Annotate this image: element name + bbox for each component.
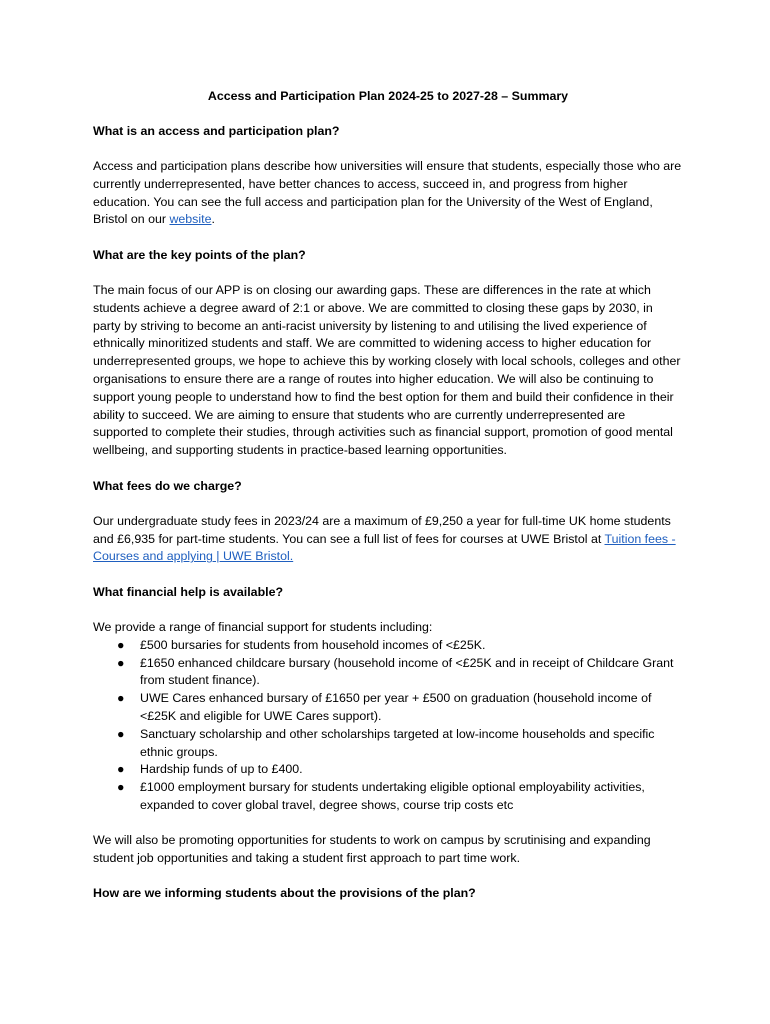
section-heading-what-is: What is an access and participation plan? <box>93 123 340 138</box>
list-item-text: £500 bursaries for students from household incomes of <£25K. <box>140 637 486 652</box>
section-heading-key-points: What are the key points of the plan? <box>93 247 306 262</box>
list-item <box>117 761 683 779</box>
document-title: Access and Participation Plan 2024-25 to 2027-28 – Summary <box>207 89 569 103</box>
bullet-icon: ● <box>117 780 125 795</box>
bullet-icon: ● <box>117 637 125 652</box>
what-is-text-end: . <box>211 212 215 227</box>
list-item <box>117 779 683 815</box>
fees-text: Our undergraduate study fees in 2023/24 are a maximum of £9,250 a year for full-time UK home students and £6,935 for part-time students. You can see a full list of fees for courses at UWE Bristol at <box>93 513 671 546</box>
list-item-text: £1000 employment bursary for students undertaking eligible optional employability activities, expanded to cover global travel, degree shows, course trip costs etc <box>140 780 645 812</box>
section-heading-financial-help: What financial help is available? <box>93 584 284 599</box>
financial-help-closing: We will also be promoting opportunities for students to work on campus by scrutinising and expanding student job opportunities and taking a student first approach to part time work. <box>93 833 651 866</box>
section-text-key-points: The main focus of our APP is on closing our awarding gaps. These are differences in the rate at which students achieve a degree award of 2:1 or above. We are committed to closing these gaps by 2030, in party by striving to become an anti-racist university by listening to and utilising the lived experience of ethnically minoritized students and staff. We are committed to widening access to higher education for underrepresented groups, we hope to achieve this by working closely with local schools, colleges and other organisations to ensure there are a range of routes into higher education. We will also be continuing to support young people to understand how to find the best option for them and build their confidence in their ability to succeed. We are aiming to ensure that students who are currently underrepresented are supported to complete their studies, through activities such as financial support, promotion of good mental wellbeing, and supporting students in practice-based learning opportunities. <box>93 283 681 458</box>
list-item-text: UWE Cares enhanced bursary of £1650 per year + £500 on graduation (household income of <£25K and eligible for UWE Cares support). <box>140 691 652 724</box>
bullet-icon: ● <box>117 691 125 706</box>
list-item <box>117 637 683 655</box>
what-is-text: Access and participation plans describe how universities will ensure that students, especially those who are currently underrepresented, have better chances to access, succeed in, and progress from higher education. You can see the full access and participation plan for the University of the West of England, Bristol on our <box>93 159 682 227</box>
section-heading-informing: How are we informing students about the provisions of the plan? <box>93 886 476 901</box>
financial-help-intro: We provide a range of financial support for students including: <box>93 620 433 635</box>
website-link[interactable]: website <box>169 212 212 227</box>
section-heading-fees: What fees do we charge? <box>93 478 242 493</box>
list-item-text: £1650 enhanced childcare bursary (household income of <£25K and in receipt of Childcare Grant from student finance). <box>140 655 674 688</box>
list-item <box>117 726 683 762</box>
list-item-text: Sanctuary scholarship and other scholarships targeted at low-income households and specific ethnic groups. <box>140 726 655 759</box>
bullet-icon: ● <box>117 726 125 741</box>
tuition-fees-link[interactable]: Tuition fees - Courses and applying | UWE Bristol. <box>93 531 676 564</box>
list-item <box>117 690 683 726</box>
section-text-fees <box>93 513 683 566</box>
document-page <box>93 88 683 921</box>
section-text-what-is <box>93 158 683 229</box>
bullet-icon: ● <box>117 655 125 670</box>
list-item <box>117 655 683 691</box>
bullet-icon: ● <box>117 762 125 777</box>
list-item-text: Hardship funds of up to £400. <box>140 762 303 777</box>
financial-support-list <box>93 637 683 815</box>
